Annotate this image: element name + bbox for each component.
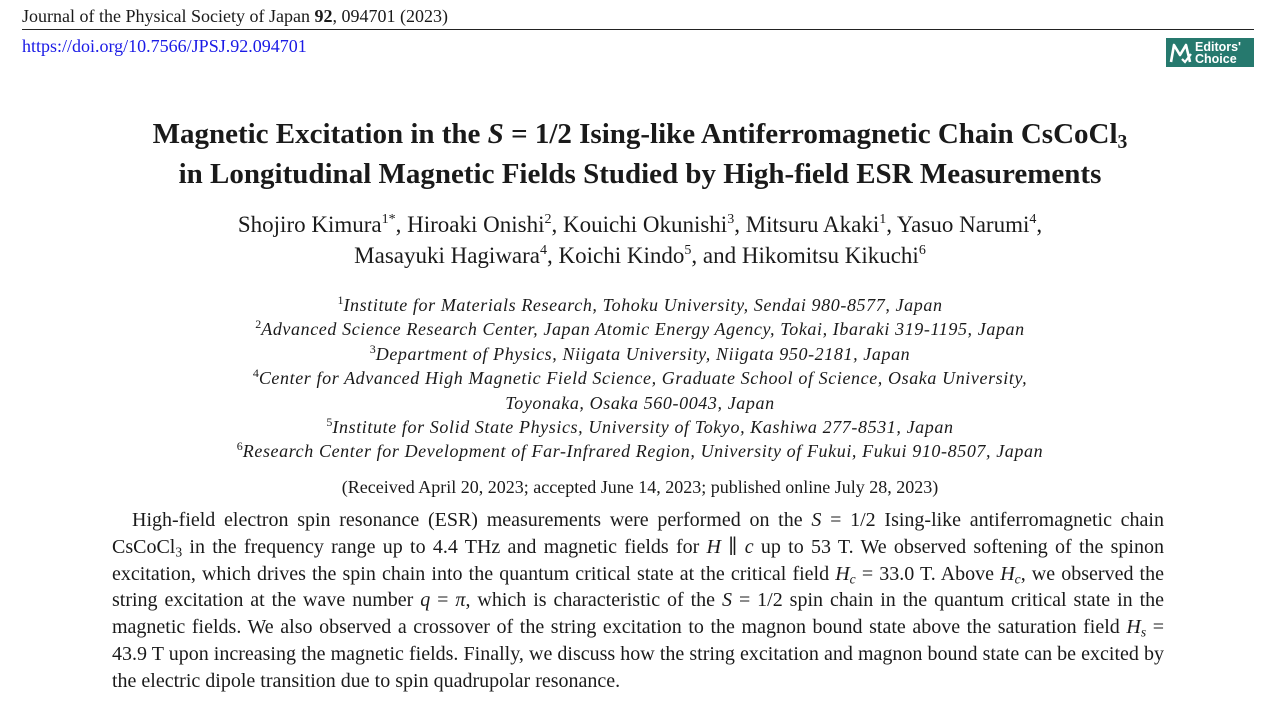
author-separator: , (551, 212, 563, 237)
author-affiliation-mark: 5 (684, 243, 692, 258)
article-number: 094701 (341, 6, 396, 26)
abstract-text: ∥ (720, 535, 745, 558)
affiliation-text: Institute for Materials Research, Tohoku University, Sendai 980-8577, Japan (343, 295, 943, 315)
math-symbol: H (1000, 562, 1015, 585)
author-affiliation-mark: 4 (1029, 212, 1037, 227)
author-separator: , and (691, 243, 742, 268)
abstract-text: = 1/2 spin chain in the quantum critical state in the magnetic fields. We also observed a crossover of the string excitation to the magnon bound state above the saturation field (112, 589, 1164, 639)
title-line1-rest: = 1/2 Ising-like Antiferromagnetic Chain CsCoCl (503, 118, 1118, 150)
affiliation-number: 4 (252, 366, 259, 381)
affiliation (40, 415, 1240, 439)
title-formula-subscript: 3 (1117, 130, 1128, 153)
math-subscript: 3 (175, 544, 183, 560)
editors-choice-badge[interactable] (1166, 38, 1254, 67)
affiliation-number: 6 (236, 439, 243, 454)
math-symbol: π (455, 589, 466, 612)
abstract-text: , which is characteristic of the (465, 589, 722, 612)
title-line1-prefix: Magnetic Excitation in the (152, 118, 488, 150)
math-subscript: c (849, 570, 856, 586)
math-subscript: c (1014, 570, 1021, 586)
abstract-text: = 1/2 Ising-like antiferromagnetic chain CsCoCl (112, 509, 1164, 558)
author-name: Koichi Kindo (558, 243, 685, 268)
doi-link[interactable]: https://doi.org/10.7566/JPSJ.92.094701 (22, 36, 307, 56)
author-name: Mitsuru Akaki (745, 212, 880, 237)
affiliation-text: Research Center for Development of Far-Infrared Region, University of Fukui, Fukui 910-8507, Japan (242, 441, 1044, 462)
badge-line2: Choice (1195, 51, 1237, 66)
affiliation-text: Advanced Science Research Center, Japan Atomic Energy Agency, Tokai, Ibaraki 319-1195, Japan (261, 319, 1025, 340)
publication-dates: (Received April 20, 2023; accepted June 14, 2023; published online July 28, 2023) (341, 477, 939, 497)
affiliation-text: Institute for Solid State Physics, University of Tokyo, Kashiwa 277-8531, Japan (332, 417, 954, 438)
author-affiliation-mark: 6 (918, 243, 926, 258)
author-name: Masayuki Hagiwara (354, 243, 541, 268)
abstract-text: up to 53 T. We observed softening of the spinon excitation, which drives the spin chain into the quantum critical state at the critical field (112, 535, 1164, 585)
author-affiliation-mark: 4 (540, 243, 548, 258)
journal-volume: 92 (314, 6, 333, 26)
journal-header: Journal of the Physical Society of Japan 92, 094701 (2023) (22, 6, 448, 26)
author-separator: , (1036, 212, 1043, 237)
affiliation-text: Department of Physics, Niigata University, Niigata 950-2181, Japan (375, 343, 911, 364)
author-list (40, 209, 1240, 271)
abstract-text: = 33.0 T. Above (855, 562, 1001, 585)
affiliation-text-continued: Toyonaka, Osaka 560-0043, Japan (505, 392, 775, 413)
author-affiliation-mark: 1 (879, 212, 887, 227)
author-separator: , (395, 212, 408, 237)
math-symbol: q (420, 589, 431, 612)
author-separator: , (886, 212, 897, 237)
affiliation-number: 2 (255, 317, 262, 332)
affiliation (40, 342, 1240, 366)
paper-title (40, 114, 1240, 194)
author-name: Shojiro Kimura (237, 212, 382, 237)
title-line2: in Longitudinal Magnetic Fields Studied by High-field ESR Measurements (178, 158, 1102, 190)
abstract-text: = (430, 589, 456, 612)
author-affiliation-mark: 1* (381, 212, 396, 227)
affiliation-number: 5 (326, 415, 333, 430)
abstract-text: High-field electron spin resonance (ESR) measurements were performed on the (132, 509, 812, 531)
math-symbol: S (722, 589, 732, 612)
journal-name: Journal of the Physical Society of Japan (22, 6, 310, 26)
math-symbol: S (811, 509, 822, 531)
abstract-text: = 43.9 T upon increasing the magnetic fields. Finally, we discuss how the string excitation and magnon bound state can be excited by the electric dipole transition due to spin quadrupolar resonance. (112, 616, 1165, 692)
abstract-text: in the frequency range up to 4.4 THz and magnetic fields for (182, 535, 707, 558)
math-symbol: H (1126, 616, 1141, 639)
author-separator: , (547, 243, 559, 268)
title-spin-symbol: S (487, 118, 504, 150)
affiliation-text: Center for Advanced High Magnetic Field Science, Graduate School of Science, Osaka University, (258, 368, 1028, 389)
abstract (112, 507, 1164, 695)
math-subscript: s (1140, 624, 1147, 640)
badge-text (1195, 41, 1241, 65)
header-rule (22, 29, 1254, 30)
math-symbol: H (706, 535, 721, 558)
author-name: Hikomitsu Kikuchi (741, 243, 919, 268)
affiliation-number: 3 (369, 341, 376, 356)
abstract-text: , we observed the string excitation at the wave number (112, 562, 1164, 612)
author-name: Hiroaki Onishi (407, 212, 545, 237)
publication-year: (2023) (399, 6, 448, 26)
author-separator: , (734, 212, 746, 237)
author-affiliation-mark: 3 (727, 212, 735, 227)
affiliation (40, 366, 1240, 415)
editors-choice-icon (1169, 41, 1193, 65)
author-affiliation-mark: 2 (544, 212, 552, 227)
badge-line1: Editors' (1195, 39, 1242, 54)
affiliation (40, 293, 1240, 317)
affiliation-list (40, 293, 1240, 464)
math-symbol: H (835, 562, 850, 585)
affiliation (40, 439, 1240, 463)
affiliation (40, 317, 1240, 341)
affiliation-number: 1 (337, 293, 344, 307)
math-symbol: c (744, 535, 754, 558)
author-name: Kouichi Okunishi (562, 212, 728, 237)
author-name: Yasuo Narumi (896, 212, 1030, 237)
